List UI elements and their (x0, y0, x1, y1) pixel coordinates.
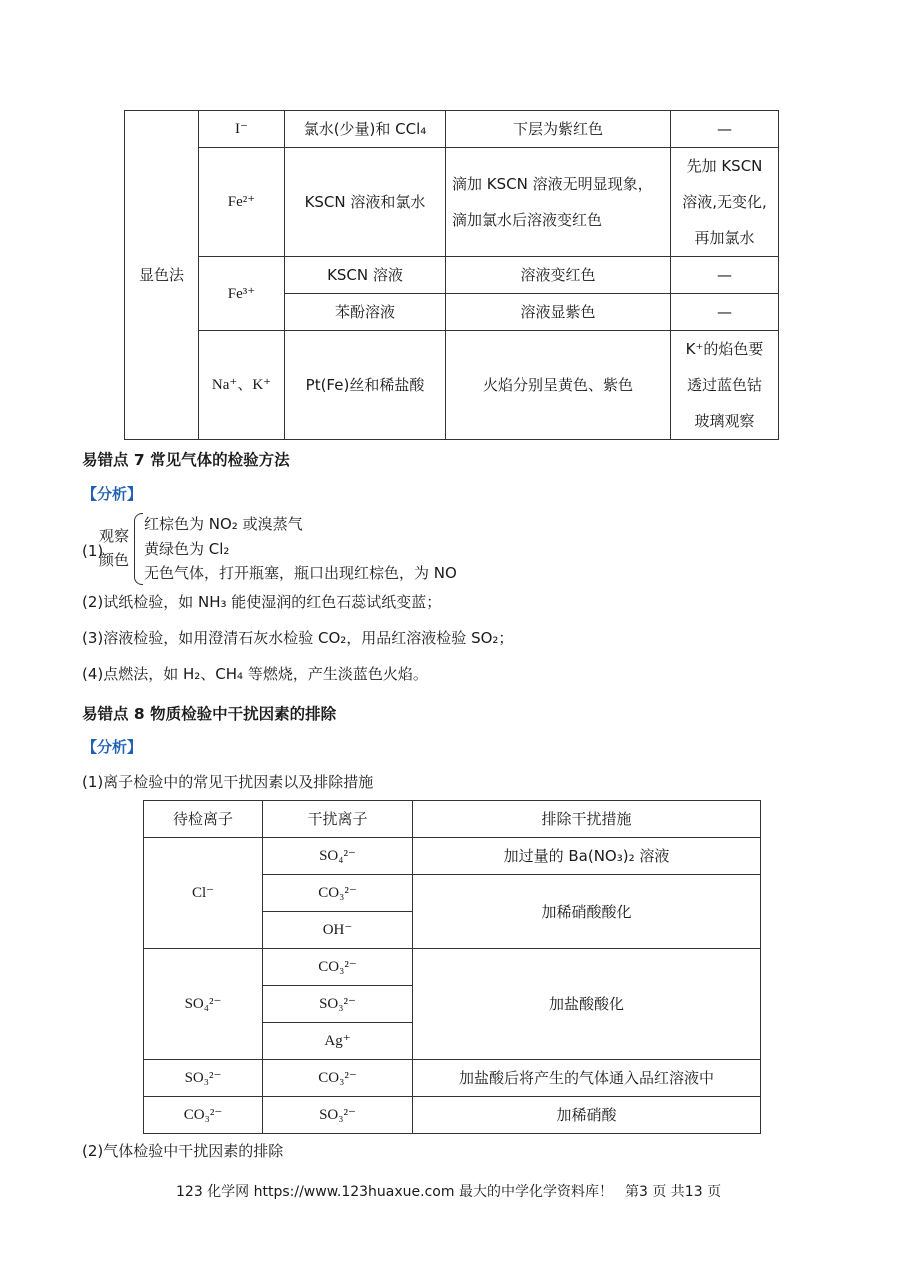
ion-cell: I⁻ (199, 111, 285, 148)
item1-line: 黄绿色为 Cl₂ (144, 540, 230, 558)
item3: (3)溶液检验，如用澄清石灰水检验 CO₂，用品红溶液检验 SO₂； (82, 629, 514, 647)
interference-table (143, 800, 761, 1134)
item1-prefix: (1) (82, 542, 104, 560)
item4: (4)点燃法，如 H₂、CH₄ 等燃烧，产生淡蓝色火焰。 (82, 665, 428, 683)
interf-cell: SO₃²⁻ (263, 986, 413, 1023)
note-cell: — (671, 294, 779, 331)
phenomenon-cell: 下层为紫红色 (446, 111, 671, 148)
section7-title: 易错点 7 常见气体的检验方法 (82, 451, 290, 469)
reagent-cell: Pt(Fe)丝和稀盐酸 (285, 331, 446, 440)
ion-cell: SO₄²⁻ (144, 949, 263, 1060)
interf-cell: OH⁻ (263, 912, 413, 949)
item1-line: 红棕色为 NO₂ 或溴蒸气 (144, 515, 303, 533)
note-line: 再加氯水 (694, 229, 755, 247)
interf-cell: CO₃²⁻ (263, 949, 413, 986)
interf-cell: CO₃²⁻ (263, 1060, 413, 1097)
ion-cell: Fe³⁺ (199, 257, 285, 331)
measure-cell: 加稀硝酸 (413, 1097, 761, 1134)
measure-cell: 加盐酸后将产生的气体通入品红溶液中 (413, 1060, 761, 1097)
analysis-label: 【分析】 (82, 485, 143, 503)
phenomenon-cell: 溶液变红色 (446, 257, 671, 294)
ion-cell: SO₃²⁻ (144, 1060, 263, 1097)
item1-line: 无色气体，打开瓶塞，瓶口出现红棕色，为 NO (144, 564, 457, 582)
curly-brace (134, 513, 143, 585)
note-cell: — (671, 111, 779, 148)
detection-table (124, 110, 779, 440)
note-line: K⁺的焰色要 (685, 340, 764, 358)
note-line: 溶液,无变化, (682, 193, 767, 211)
header-cell: 排除干扰措施 (413, 801, 761, 838)
ion-cell: Fe²⁺ (199, 148, 285, 257)
note-cell (671, 331, 779, 440)
phenomenon-cell: 火焰分别呈黄色、紫色 (446, 331, 671, 440)
reagent-cell: KSCN 溶液和氯水 (285, 148, 446, 257)
note-line: 玻璃观察 (694, 412, 755, 430)
reagent-cell: 苯酚溶液 (285, 294, 446, 331)
measure-cell: 加过量的 Ba(NO₃)₂ 溶液 (413, 838, 761, 875)
method-cell: 显色法 (125, 111, 199, 440)
footer-site: 123 化学网 https://www.123huaxue.com 最大的中学化学资料库！ (176, 1184, 613, 1200)
reagent-cell: 氯水(少量)和 CCl₄ (285, 111, 446, 148)
header-cell: 干扰离子 (263, 801, 413, 838)
interf-cell: CO₃²⁻ (263, 875, 413, 912)
reagent-cell: KSCN 溶液 (285, 257, 446, 294)
item2: (2)试纸检验，如 NH₃ 能使湿润的红色石蕊试纸变蓝； (82, 593, 442, 611)
ion-cell: CO₃²⁻ (144, 1097, 263, 1134)
note-cell (671, 148, 779, 257)
footer-page-number: 第3 页 共13 页 (625, 1184, 722, 1200)
section8-title: 易错点 8 物质检验中干扰因素的排除 (82, 705, 337, 723)
measure-cell: 加稀硝酸酸化 (413, 875, 761, 949)
item1-label-bottom: 颜色 (99, 551, 130, 569)
note-line: 先加 KSCN (686, 157, 763, 175)
analysis-label: 【分析】 (82, 738, 143, 756)
item1-label-top: 观察 (99, 527, 130, 545)
note-cell: — (671, 257, 779, 294)
phenomenon-cell: 溶液显紫色 (446, 294, 671, 331)
sub1: (1)离子检验中的常见干扰因素以及排除措施 (82, 773, 374, 791)
measure-cell: 加盐酸酸化 (413, 949, 761, 1060)
note-line: 透过蓝色钴 (686, 376, 762, 394)
interf-cell: SO₄²⁻ (263, 838, 413, 875)
phenomenon-line: 滴加 KSCN 溶液无明显现象， (452, 175, 653, 193)
ion-cell: Cl⁻ (144, 838, 263, 949)
header-cell: 待检离子 (144, 801, 263, 838)
interf-cell: SO₃²⁻ (263, 1097, 413, 1134)
ion-cell: Na⁺、K⁺ (199, 331, 285, 440)
interf-cell: Ag⁺ (263, 1023, 413, 1060)
phenomenon-cell (446, 148, 671, 257)
phenomenon-line: 滴加氯水后溶液变红色 (452, 211, 603, 229)
sub2: (2)气体检验中干扰因素的排除 (82, 1142, 284, 1160)
